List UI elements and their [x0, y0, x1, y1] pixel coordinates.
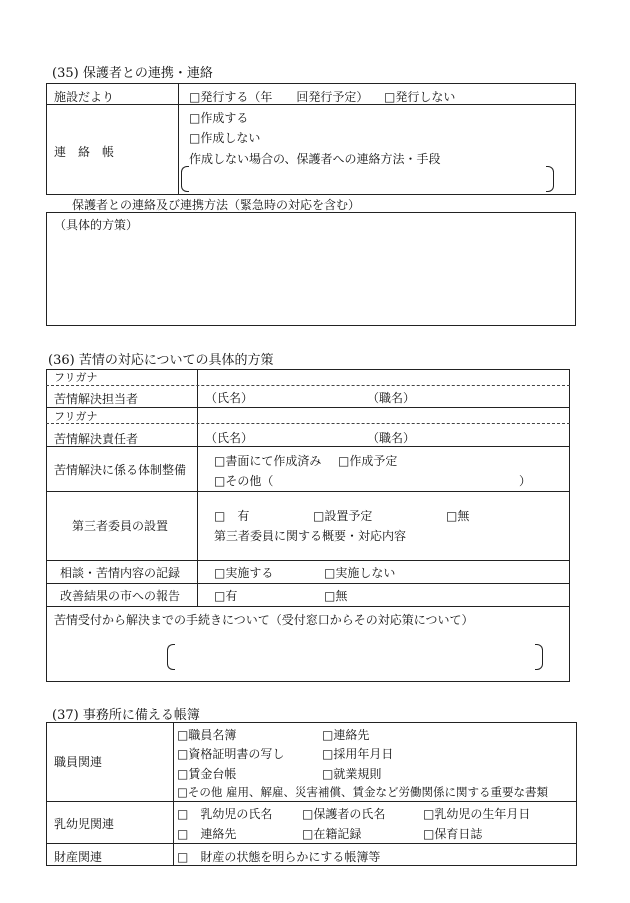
property-ledger-checkbox[interactable]: □ 財産の状態を明らかにする帳簿等 — [177, 850, 381, 864]
notebook-create-checkbox[interactable]: □作成する — [189, 111, 249, 125]
third-party-label: 第三者委員の設置 — [72, 519, 169, 533]
record-label: 相談・苦情内容の記録 — [60, 566, 181, 580]
report-no-checkbox[interactable]: □無 — [324, 589, 348, 603]
staff-wage-ledger-checkbox[interactable]: □賃金台帳 — [177, 767, 237, 781]
officer-title-label: （職名） — [367, 391, 416, 405]
notebook-label: 連 絡 帳 — [54, 145, 115, 159]
childcare-diary-checkbox[interactable]: □保育日誌 — [423, 827, 483, 841]
third-party-no-checkbox[interactable]: □無 — [446, 509, 470, 523]
system-other-close: ） — [519, 474, 532, 488]
newsletter-label: 施設だより — [54, 90, 115, 104]
system-planned-checkbox[interactable]: □作成予定 — [338, 454, 398, 468]
furigana-label-1: フリガナ — [54, 371, 98, 384]
newsletter-issue-checkbox[interactable]: □発行する（年 回発行予定） — [189, 90, 369, 104]
third-party-note: 第三者委員に関する概要・対応内容 — [214, 529, 407, 543]
staff-rules-checkbox[interactable]: □就業規則 — [322, 767, 382, 781]
enrollment-record-checkbox[interactable]: □在籍記録 — [302, 827, 362, 841]
infant-contact-checkbox[interactable]: □ 連絡先 — [177, 827, 237, 841]
notebook-method-bracket-right — [546, 166, 554, 192]
notebook-nocreate-checkbox[interactable]: □作成しない — [189, 131, 261, 145]
guardian-name-checkbox[interactable]: □保護者の氏名 — [302, 807, 386, 821]
procedure-bracket-right — [535, 644, 543, 670]
responsible-label: 苦情解決責任者 — [54, 432, 139, 446]
section-37-title: (37) 事務所に備える帳簿 — [52, 708, 200, 723]
officer-label: 苦情解決担当者 — [54, 392, 139, 406]
section-35-title: (35) 保護者との連携・連絡 — [52, 66, 213, 81]
system-label: 苦情解決に係る体制整備 — [54, 463, 187, 477]
notebook-note: 作成しない場合の、保護者への連絡方法・手段 — [189, 152, 441, 166]
record-yes-checkbox[interactable]: □実施する — [214, 566, 274, 580]
procedure-text: 苦情受付から解決までの手続きについて（受付窓口からその対応策について） — [54, 613, 474, 627]
responsible-title-label: （職名） — [367, 431, 416, 445]
furigana-label-2: フリガナ — [54, 410, 98, 423]
procedure-bracket-left — [167, 644, 175, 670]
staff-contact-checkbox[interactable]: □連絡先 — [322, 728, 370, 742]
staff-qualification-checkbox[interactable]: □資格証明書の写し — [177, 747, 285, 761]
infant-birthdate-checkbox[interactable]: □乳幼児の生年月日 — [423, 807, 531, 821]
infant-name-checkbox[interactable]: □ 乳幼児の氏名 — [177, 807, 273, 821]
staff-hire-date-checkbox[interactable]: □採用年月日 — [322, 747, 394, 761]
record-no-checkbox[interactable]: □実施しない — [324, 566, 396, 580]
third-party-planned-checkbox[interactable]: □設置予定 — [313, 509, 373, 523]
infant-label: 乳幼児関連 — [54, 817, 115, 831]
method-title: 保護者との連絡及び連携方法（緊急時の対応を含む） — [72, 198, 361, 212]
staff-other-checkbox[interactable]: □その他 雇用、解雇、災害補償、賃金など労働関係に関する重要な書類 — [177, 785, 549, 799]
staff-label: 職員関連 — [54, 755, 103, 769]
staff-roster-checkbox[interactable]: □職員名簿 — [177, 728, 237, 742]
property-label: 財産関連 — [54, 850, 103, 864]
system-written-checkbox[interactable]: □書面にて作成済み — [214, 454, 322, 468]
system-other-checkbox[interactable]: □その他（ — [214, 474, 274, 488]
responsible-name-label: （氏名） — [205, 431, 254, 445]
report-label: 改善結果の市への報告 — [60, 589, 181, 603]
method-box-label: （具体的方策） — [54, 218, 139, 232]
third-party-yes-checkbox[interactable]: □ 有 — [214, 509, 250, 523]
newsletter-none-checkbox[interactable]: □発行しない — [384, 90, 456, 104]
notebook-method-bracket-left — [181, 166, 189, 192]
report-yes-checkbox[interactable]: □有 — [214, 589, 238, 603]
officer-name-label: （氏名） — [205, 391, 254, 405]
section-36-title: (36) 苦情の対応についての具体的方策 — [48, 353, 274, 368]
